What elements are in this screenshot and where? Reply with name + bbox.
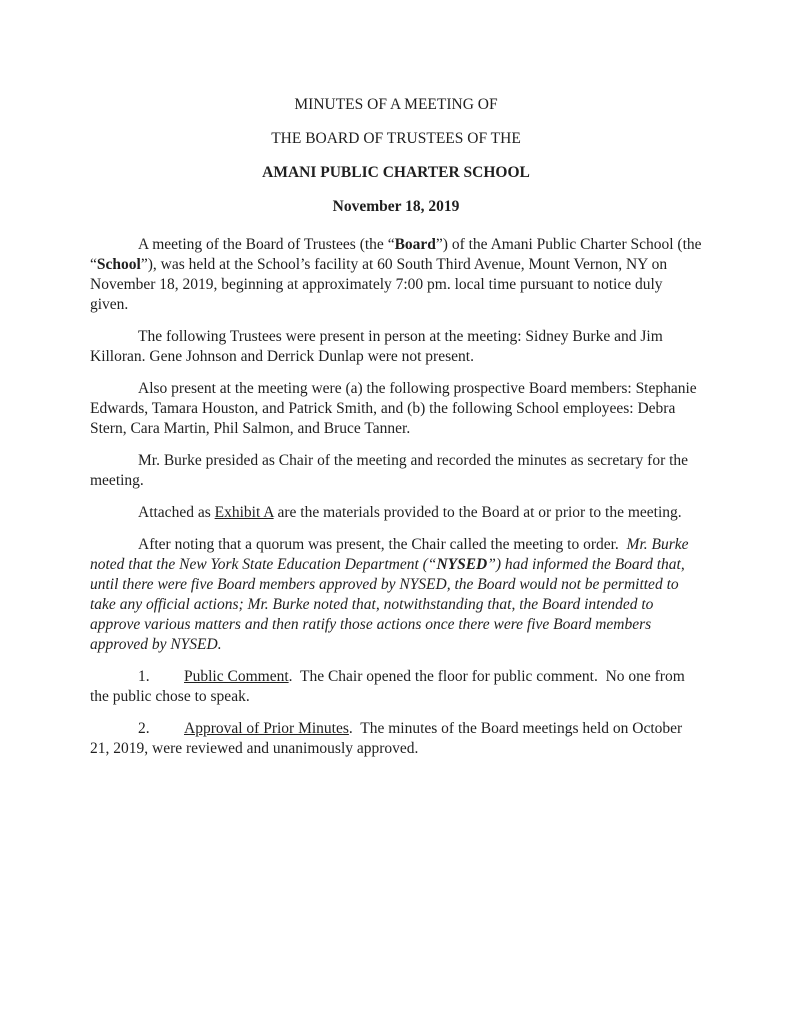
text-run: After noting that a quorum was present, the Chair called the meeting to order. — [138, 536, 627, 553]
paragraph-chair-secretary — [90, 451, 702, 491]
text-run: Mr. Burke presided as Chair of the meeting and recorded the minutes as secretary for the meeting. — [90, 452, 689, 489]
paragraph-meeting-convened — [90, 235, 702, 315]
paragraph-exhibit-a — [90, 503, 702, 523]
text-run: Approval of Prior Minutes — [184, 720, 349, 737]
paragraph-also-present — [90, 379, 702, 439]
paragraph-trustees-present — [90, 327, 702, 367]
text-run: . The minutes of the Board meetings held on October 21, 2019, were reviewed and unanimously approved. — [90, 720, 683, 757]
title-line-board-of-trustees — [90, 129, 702, 149]
text-run: . The Chair opened the floor for public comment. No one from the public chose to speak. — [90, 668, 685, 705]
text-run: Public Comment — [184, 668, 289, 685]
text-run: MINUTES OF A MEETING OF — [294, 96, 498, 113]
text-run: ”) had informed the Board that, until there were five Board members approved by NYSED, the Board would not be permitted to take any official actions; Mr. Burke noted that, notwithstanding that, the Board intended to approve various matters and then ratify those actions once there were five Board members approved by NYSED. — [90, 556, 685, 653]
text-run: Exhibit A — [214, 504, 274, 521]
text-run: School — [96, 256, 141, 273]
text-run: Board — [394, 236, 436, 253]
title-line-school-name — [90, 163, 702, 183]
title-line-minutes — [90, 95, 702, 115]
text-run: Attached as — [138, 504, 215, 521]
text-run: Also present at the meeting were (a) the following prospective Board members: Stephanie Edwards, Tamara Houston, and Patrick Smith, and (b) the following School employees: Debra Stern, Cara Martin, Phil Salmon, and Bruce Tanner. — [90, 380, 697, 437]
text-run: The following Trustees were present in person at the meeting: Sidney Burke and Jim Killoran. Gene Johnson and Derrick Dunlap were not present. — [90, 328, 663, 365]
text-run: A meeting of the Board of Trustees (the “ — [138, 236, 395, 253]
text-run: THE BOARD OF TRUSTEES OF THE — [271, 130, 521, 147]
text-run: are the materials provided to the Board at or prior to the meeting. — [273, 504, 682, 521]
text-run: November 18, 2019 — [332, 198, 460, 215]
list-number-1: 1. — [138, 668, 150, 685]
list-item-approval-prior-minutes — [90, 719, 702, 759]
document-body — [90, 95, 702, 759]
list-number-2: 2. — [138, 720, 150, 737]
list-item-public-comment — [90, 667, 702, 707]
text-run: ”), was held at the School’s facility at 60 South Third Avenue, Mount Vernon, NY on November 18, 2019, beginning at approximately 7:00 pm. local time pursuant to notice duly given. — [90, 256, 668, 313]
paragraph-quorum-nysed — [90, 535, 702, 655]
title-line-date — [90, 197, 702, 217]
text-run: NYSED — [436, 556, 488, 573]
text-run: Mr. Burke noted that the New York State Education Department (“ — [90, 536, 689, 573]
text-run: ”) of the Amani Public Charter School (the “ — [90, 236, 702, 273]
text-run: AMANI PUBLIC CHARTER SCHOOL — [262, 164, 530, 181]
